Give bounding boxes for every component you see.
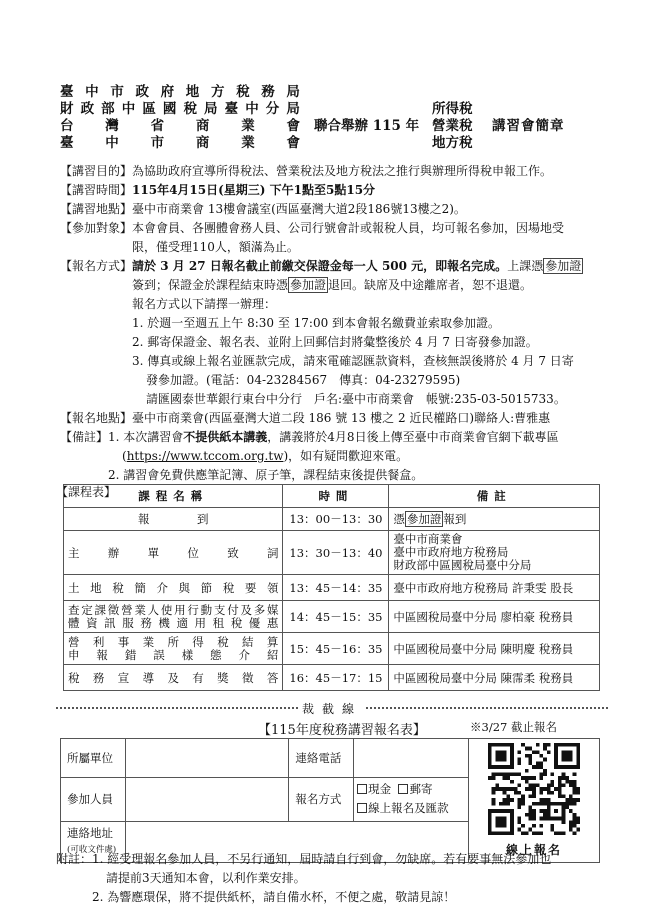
unit-field[interactable] — [125, 739, 288, 778]
attendee-field[interactable] — [125, 778, 288, 822]
dotted-line — [366, 707, 608, 709]
course-name-char: 辦 — [107, 545, 120, 560]
registration-option-3: 3. 傳真或線上報名並匯款完成，請來電確認匯款資料，查核無誤後將於 4 月 7 日寄 — [132, 354, 574, 368]
organizer-char: 中 — [121, 101, 136, 117]
organizer-char: 臺 — [224, 101, 239, 117]
course-name-char: 答 — [266, 670, 279, 685]
course-name-char: 營 — [68, 634, 80, 649]
course-name-char: 詞 — [266, 545, 279, 560]
course-time: 15：45－16：35 — [283, 633, 389, 665]
checkbox-icon[interactable] — [398, 784, 408, 794]
column-header-course: 課程名稱 — [64, 485, 283, 508]
organizer-national-tax-bureau — [60, 101, 300, 118]
registration-deadline-text: 請於 3 月 27 日報名截止前繳交保證金每一人 500 元，即報名完成。 — [132, 259, 508, 273]
course-note: 中區國稅局臺中分局 陳霈柔 稅務員 — [389, 665, 600, 691]
course-name-char: 導 — [142, 670, 155, 685]
tax-type: 營業稅 — [432, 118, 473, 134]
checkbox-icon[interactable] — [357, 784, 367, 794]
organizer-char: 局 — [286, 101, 300, 117]
audience-text: 本會會員、各團體會務人員、公司行號會計或報稅人員，均可報名參加，因場地受 — [132, 221, 565, 235]
course-name-line — [68, 636, 278, 649]
course-name-char: 土 — [68, 580, 80, 595]
course-name-char: 業 — [142, 634, 155, 649]
footnote-2: 2. 為響應環保，將不提供紙杯，請自備水杯，不便之處，敬請見諒！ — [92, 890, 456, 904]
course-time: 16：45－17：15 — [283, 665, 389, 691]
pass-badge: 參加證 — [545, 259, 582, 273]
tax-type: 所得稅 — [432, 101, 473, 117]
course-name-char: 要 — [244, 580, 257, 595]
course-name-char: 課 — [94, 602, 107, 617]
course-name-char: 及 — [167, 670, 179, 685]
organizer-char: 灣 — [105, 118, 119, 134]
schedule-table — [63, 484, 600, 691]
method-options — [354, 778, 469, 822]
course-name — [64, 665, 283, 691]
organizer-char: 部 — [101, 101, 115, 117]
registration-form — [60, 738, 600, 863]
course-name-line — [68, 604, 278, 617]
organizer-char: 台 — [60, 118, 74, 134]
section-label: 【報名方式】 — [60, 259, 133, 273]
note-line: 財政部中區國稅局臺中分局 — [393, 558, 532, 572]
course-name-char: 稅 — [222, 580, 235, 595]
organizer-char: 務 — [261, 84, 275, 100]
pass-badge: 參加證 — [406, 512, 442, 526]
organizer-char: 臺 — [60, 135, 74, 151]
organizer-taichung-chamber — [60, 135, 300, 152]
course-name-char: 付 — [227, 602, 239, 617]
course-name-char: 紹 — [266, 647, 279, 662]
remark-bold: 不提供紙本講義 — [183, 430, 268, 444]
section-label: 【參加對象】 — [60, 221, 133, 235]
organizer-char: 方 — [210, 84, 225, 100]
course-name-char: 資 — [86, 615, 98, 630]
course-name-char: 申 — [68, 647, 80, 662]
course-name — [64, 633, 283, 665]
course-name-char: 稅 — [112, 580, 124, 595]
organizer-char: 區 — [142, 101, 156, 117]
schedule-row — [64, 601, 600, 633]
course-name-char: 徵 — [242, 670, 254, 685]
column-header-notes: 備註 — [389, 485, 600, 508]
course-name — [64, 531, 283, 575]
qr-cell — [469, 739, 600, 863]
course-name-char: 利 — [92, 634, 105, 649]
course-time: 14：45－15：35 — [283, 601, 389, 633]
phone-label: 連絡電話 — [289, 739, 354, 778]
organizer-char: 中 — [85, 84, 99, 100]
course-name-line — [68, 545, 278, 561]
schedule-row — [64, 508, 600, 531]
organizer-char: 稅 — [236, 84, 250, 100]
course-name-char: 徵 — [107, 602, 120, 617]
note-text: 憑 — [393, 512, 405, 526]
course-name-char: 及 — [240, 602, 252, 617]
course-name-char: 領 — [266, 580, 279, 595]
schedule-header-row — [64, 485, 600, 508]
attendee-label: 參加人員 — [61, 778, 126, 822]
method-option-cash[interactable] — [357, 782, 391, 796]
course-name-line — [68, 649, 278, 662]
course-name-char: 惠 — [266, 615, 279, 630]
course-name-char: 支 — [213, 602, 226, 617]
website-link[interactable]: https://www.tccom.org.tw — [126, 449, 284, 463]
course-name-char: 查 — [68, 602, 80, 617]
registration-deadline: ※3/27 截止報名 — [470, 720, 557, 734]
organizer-char: 臺 — [60, 84, 74, 100]
course-name-char: 與 — [178, 580, 191, 595]
remark-text: )，如有疑問歡迎來電。 — [283, 449, 409, 463]
remark-text: 1. 本次講習會 — [108, 430, 184, 444]
note-line: 臺中市政府地方稅務局 — [393, 545, 509, 559]
course-name-char: 服 — [122, 615, 134, 630]
course-name-char: 務 — [92, 670, 105, 685]
organizer-char: 市 — [110, 84, 124, 100]
course-name-char: 獎 — [217, 670, 229, 685]
audience-line-2: 限，僅受理110人，額滿為止。 — [132, 240, 299, 254]
form-row — [61, 739, 600, 778]
course-name-char: 主 — [68, 545, 80, 560]
course-note: 中區國稅局臺中分局 陳明慶 稅務員 — [389, 633, 600, 665]
organizer-char: 局 — [286, 84, 300, 100]
option-label: 線上報名及匯款 — [368, 801, 449, 816]
organizer-taiwan-chamber — [60, 118, 300, 135]
course-time: 13：30－13：40 — [283, 531, 389, 575]
course-name-char: 定 — [81, 602, 93, 617]
address-label: 連絡地址 — [67, 825, 113, 840]
course-name — [64, 601, 283, 633]
section-label: 【講習時間】 — [60, 183, 133, 197]
course-name-char: 致 — [227, 545, 239, 560]
schedule-row — [64, 575, 600, 601]
organizer-char: 會 — [286, 118, 300, 134]
course-name-char: 節 — [200, 580, 213, 595]
option-label: 郵寄 — [409, 782, 433, 797]
remarks-line-2 — [122, 447, 408, 466]
course-name-char: 地 — [90, 580, 102, 595]
registration-form-title: 【115年度稅務講習報名表】 — [258, 723, 426, 738]
document-title: 講習會簡章 — [492, 118, 565, 134]
registration-option-1: 1. 於週一至週五上午 8:30 至 17:00 到本會報名繳費並索取參加證。 — [132, 316, 501, 330]
course-name-char: 動 — [200, 602, 213, 617]
footnote-text: 1. 經受理報名參加人員，不另行通知，屆時請自行到會，勿缺席。若有要事無法參加也 — [92, 852, 552, 866]
organizer-char: 中 — [105, 135, 119, 151]
registration-text: 簽到；保證金於課程結束時憑 — [132, 278, 289, 292]
course-name-char: 訊 — [104, 615, 116, 630]
course-name-char: 體 — [68, 615, 80, 630]
footnote-1-cont: 請提前3天通知本會，以利作業安排。 — [106, 871, 306, 885]
checkbox-icon[interactable] — [357, 803, 367, 813]
registration-line-2 — [132, 276, 532, 295]
course-name-char: 機 — [158, 615, 170, 630]
course-name-char: 事 — [117, 634, 130, 649]
organizer-char: 府 — [160, 84, 175, 100]
organizer-char: 商 — [195, 135, 210, 151]
course-name-line — [68, 617, 278, 630]
organizer-char: 業 — [241, 135, 255, 151]
registration-options-intro: 報名方式以下請擇一辦理： — [132, 297, 277, 311]
section-label: 【備註】 — [60, 430, 109, 444]
venue-text: 臺中市商業會 13樓會議室(西區臺灣大道2段186號13樓之2)。 — [132, 202, 466, 216]
course-name-char: 報 — [138, 512, 150, 526]
section-label: 【講習地點】 — [60, 202, 133, 216]
tax-types — [432, 101, 473, 152]
audience-line — [60, 219, 564, 238]
course-name — [64, 508, 283, 531]
phone-field[interactable] — [354, 739, 469, 778]
course-name-char: 結 — [242, 634, 254, 649]
organizer-char: 中 — [245, 101, 259, 117]
course-name-char: 業 — [134, 602, 146, 617]
course-name-char: 介 — [238, 647, 251, 662]
course-name-char: 所 — [167, 634, 179, 649]
organizer-char: 分 — [265, 101, 280, 117]
bank-info: 請匯國泰世華銀行東台中分行 戶名:臺中市商業會 帳號:235-03-5015733。 — [146, 392, 566, 406]
organizer-char: 會 — [286, 135, 300, 151]
course-name-char: 得 — [192, 634, 204, 649]
column-header-time: 時間 — [283, 485, 389, 508]
course-name-char: 宣 — [117, 670, 130, 685]
dotted-line — [56, 707, 298, 709]
schedule-label: 【課程表】 — [56, 485, 117, 499]
tax-type: 地方稅 — [432, 135, 473, 151]
course-name-char: 錯 — [124, 647, 137, 662]
course-name-char: 樣 — [181, 647, 194, 662]
course-name-line — [68, 670, 278, 686]
organizer-char: 地 — [185, 84, 200, 100]
organizer-char: 國 — [162, 101, 177, 117]
option-label: 現金 — [368, 782, 392, 797]
method-option-mail[interactable] — [398, 782, 432, 796]
course-name-char: 稅 — [68, 670, 80, 685]
course-name-line — [68, 580, 278, 596]
course-name-char: 位 — [187, 545, 199, 560]
joint-host-text: 聯合舉辦 115 年 — [314, 118, 420, 134]
organizer-char: 稅 — [183, 101, 197, 117]
course-time: 13：45－14：35 — [283, 575, 389, 601]
purpose-text: 為協助政府宣導所得稅法、營業稅法及地方稅法之推行與辦理所得稅申報工作。 — [132, 164, 553, 178]
course-note — [389, 508, 600, 531]
course-name-char: 媒 — [266, 602, 279, 617]
course-name-char: 優 — [248, 615, 261, 630]
organizer-char: 業 — [241, 118, 255, 134]
footnote-1 — [56, 850, 551, 869]
method-option-online[interactable] — [357, 799, 465, 818]
course-note: 中區國稅局臺中分局 廖柏豪 稅務員 — [389, 601, 600, 633]
course-time: 13：00－13：30 — [283, 508, 389, 531]
registration-option-2: 2. 郵寄保證金、報名表、並附上回郵信封將彙整後於 4 月 7 日寄發參加證。 — [132, 335, 538, 349]
purpose-line — [60, 162, 552, 181]
remarks-line — [60, 428, 559, 447]
organizer-char: 市 — [150, 135, 165, 151]
footnote-label: 附註： — [56, 852, 93, 866]
schedule-row — [64, 665, 600, 691]
cut-line-label: 裁截線 — [302, 701, 363, 716]
remarks-line-3: 2. 講習會免費供應筆記簿、原子筆，課程結束後提供餐盒。 — [108, 468, 424, 482]
organizer-char: 局 — [204, 101, 218, 117]
organizer-char: 商 — [195, 118, 210, 134]
course-name-char: 單 — [147, 545, 160, 560]
course-name-char: 使 — [160, 602, 173, 617]
remark-text: ，講義將於4月8日後上傳至臺中市商業會官網下載專區 — [267, 430, 559, 444]
time-text: 115年4月15日(星期三) 下午1點至5點15分 — [132, 183, 376, 197]
organizer-char: 政 — [80, 101, 95, 117]
registration-line — [60, 257, 583, 276]
course-name-char: 誤 — [153, 647, 165, 662]
schedule-row — [64, 531, 600, 575]
registration-text: 上課憑 — [507, 259, 544, 273]
place-line — [60, 409, 550, 428]
note-line: 臺中市商業會 — [393, 532, 463, 546]
course-name-char: 租 — [212, 615, 225, 630]
course-name-char: 稅 — [217, 634, 229, 649]
course-name-char: 營 — [121, 602, 133, 617]
course-name-char: 用 — [194, 615, 207, 630]
course-note — [389, 531, 600, 575]
qr-code-icon[interactable] — [488, 743, 580, 835]
course-name-char: 多 — [253, 602, 266, 617]
schedule-row — [64, 633, 600, 665]
course-name-char: 態 — [210, 647, 222, 662]
address-note: (可收文件處) — [67, 844, 117, 855]
registration-contact: 發參加證。(電話：04-23284567 傳真：04-23279595) — [146, 373, 461, 387]
course-name-char: 簡 — [134, 580, 146, 595]
qr-label: 線上報名 — [506, 843, 563, 857]
course-name-char: 到 — [196, 512, 209, 526]
course-name-char: 適 — [176, 615, 188, 630]
course-name-char: 介 — [156, 580, 168, 595]
course-name-char: 報 — [96, 647, 108, 662]
pass-badge: 參加證 — [290, 278, 327, 292]
course-name-char: 稅 — [230, 615, 243, 630]
time-line — [60, 181, 375, 200]
course-name-char: 用 — [174, 602, 186, 617]
venue-line — [60, 200, 466, 219]
organizer-char: 財 — [60, 101, 74, 117]
method-label: 報名方式 — [289, 778, 354, 822]
cut-line — [56, 700, 608, 716]
course-name-char: 務 — [140, 615, 152, 630]
course-note: 臺中市政府地方稅務局 許秉雯 股長 — [389, 575, 600, 601]
course-name-line — [68, 511, 278, 527]
note-text: 報到 — [443, 512, 467, 526]
organizer-local-tax-bureau — [60, 84, 300, 101]
course-name-char: 行 — [187, 602, 199, 617]
registration-text: 退回。缺席及中途離席者，恕不退還。 — [328, 278, 533, 292]
unit-label: 所屬單位 — [61, 739, 126, 778]
section-label: 【講習目的】 — [60, 164, 133, 178]
course-name-char: 人 — [147, 602, 160, 617]
organizer-char: 省 — [150, 118, 165, 134]
place-text: 臺中市商業會(西區臺灣大道二段 186 號 13 樓之 2 近民權路口)聯絡人:曹雅惠 — [132, 411, 551, 425]
section-label: 【報名地點】 — [60, 411, 133, 425]
course-name — [64, 575, 283, 601]
organizer-char: 政 — [135, 84, 149, 100]
remark-text: ( — [122, 449, 127, 463]
course-name-char: 有 — [192, 670, 204, 685]
course-name-char: 算 — [266, 634, 279, 649]
